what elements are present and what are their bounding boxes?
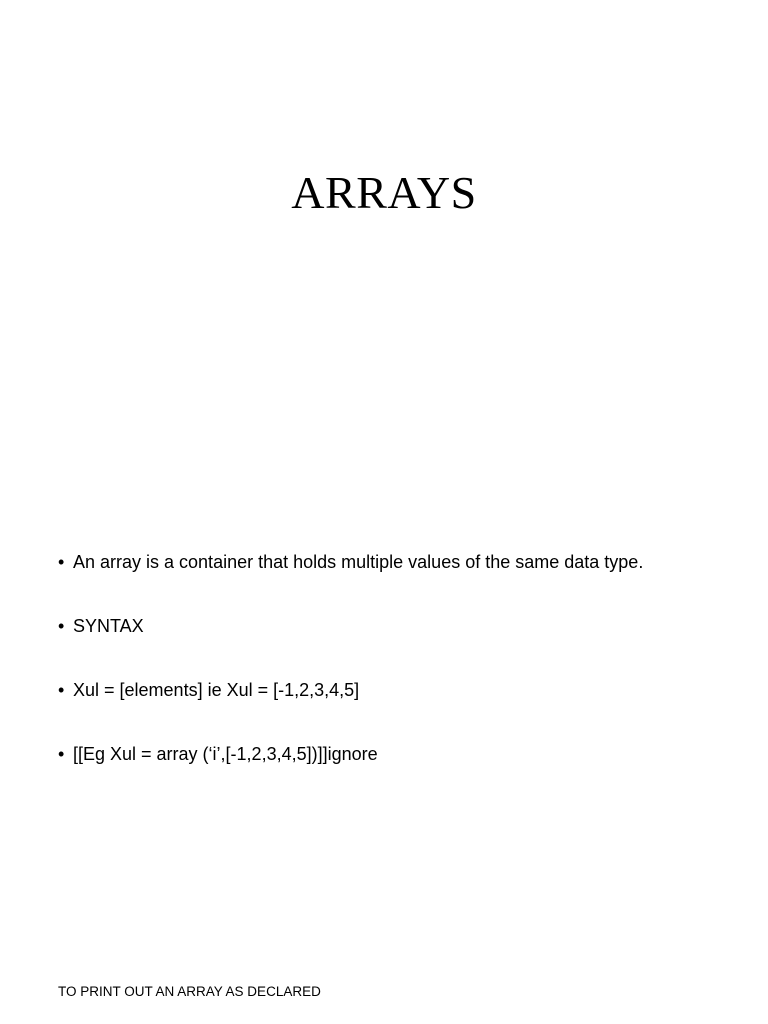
bullet-text: An array is a container that holds multiple values of the same data type. (73, 552, 644, 572)
bullet-text: SYNTAX (73, 616, 144, 636)
bullet-text: Xul = [elements] ie Xul = [-1,2,3,4,5] (73, 680, 360, 700)
bullet-dot-icon: • (58, 680, 65, 700)
bullet-dot-icon: • (58, 744, 65, 764)
bullet-item-example (58, 678, 718, 703)
bullet-item-syntax (58, 614, 718, 639)
slide-title: ARRAYS (291, 167, 477, 218)
bullet-dot-icon: • (58, 616, 65, 636)
bullet-text: [[Eg Xul = array (‘i’,[-1,2,3,4,5])]]ignore (73, 744, 378, 764)
bullet-item-definition (58, 550, 718, 575)
bullet-list (58, 550, 718, 806)
footer-note: TO PRINT OUT AN ARRAY AS DECLARED (58, 984, 321, 999)
bullet-item-array-example (58, 742, 718, 767)
bullet-dot-icon: • (58, 552, 65, 572)
